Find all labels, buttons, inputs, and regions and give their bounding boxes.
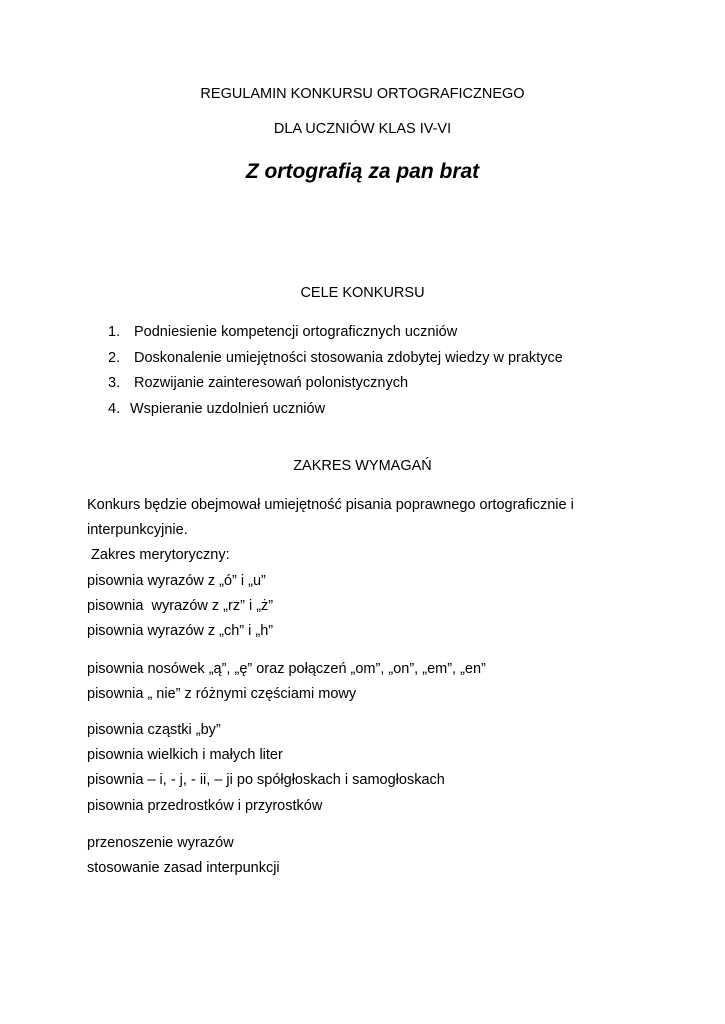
goal-number: 4. xyxy=(108,400,121,417)
scope-line: stosowanie zasad interpunkcji xyxy=(87,860,280,877)
scope-line: przenoszenie wyrazów xyxy=(87,835,234,851)
scope-block-3 xyxy=(87,718,607,819)
scope-line: pisownia przedrostków i przyrostków xyxy=(87,797,323,814)
goal-number: 2. xyxy=(108,349,121,366)
goal-text: Podniesienie kompetencji ortograficznych uczniów xyxy=(134,324,458,340)
goal-text: Rozwijanie zainteresowań polonistycznych xyxy=(134,375,409,392)
goal-item xyxy=(108,371,563,397)
scope-intro-line-1: Konkurs będzie obejmował umiejętność pisania poprawnego ortograficznie i xyxy=(87,497,574,513)
scope-line: pisownia wielkich i małych liter xyxy=(87,747,283,764)
header-line-2: DLA UCZNIÓW KLAS IV-VI xyxy=(273,121,452,137)
goal-item xyxy=(108,320,563,346)
document-title: Z ortografią za pan brat xyxy=(245,160,480,183)
scope-block-2 xyxy=(87,657,607,707)
scope-line: pisownia nosówek „ą”, „ę” oraz połączeń „om”, „on”, „em”, „en” xyxy=(87,661,486,677)
goal-number: 1. xyxy=(108,324,121,340)
scope-heading: ZAKRES WYMAGAŃ xyxy=(293,458,432,474)
goals-list xyxy=(108,320,563,422)
goal-text: Doskonalenie umiejętności stosowania zdobytej wiedzy w praktyce xyxy=(134,349,563,366)
goal-text: Wspieranie uzdolnień uczniów xyxy=(130,400,326,417)
scope-block-4 xyxy=(87,831,607,881)
scope-intro-line-2: interpunkcyjnie. xyxy=(87,522,188,539)
goals-heading: CELE KONKURSU xyxy=(300,285,425,301)
scope-subheading: Zakres merytoryczny: xyxy=(87,547,230,564)
header-line-1: REGULAMIN KONKURSU ORTOGRAFICZNEGO xyxy=(200,86,525,102)
scope-line: pisownia „ nie” z różnymi częściami mowy xyxy=(87,686,357,703)
scope-line: pisownia – i, - j, - ii, – ji po spółgłoskach i samogłoskach xyxy=(87,772,445,789)
goal-item xyxy=(108,397,563,423)
scope-line: pisownia wyrazów z „ch” i „h” xyxy=(87,622,274,639)
scope-intro-block xyxy=(87,493,607,644)
scope-line: pisownia wyrazów z „ó” i „u” xyxy=(87,572,266,589)
scope-line: pisownia wyrazów z „rz” i „ż” xyxy=(87,597,274,614)
scope-line: pisownia cząstki „by” xyxy=(87,722,221,738)
goal-item xyxy=(108,346,563,372)
goal-number: 3. xyxy=(108,375,121,392)
